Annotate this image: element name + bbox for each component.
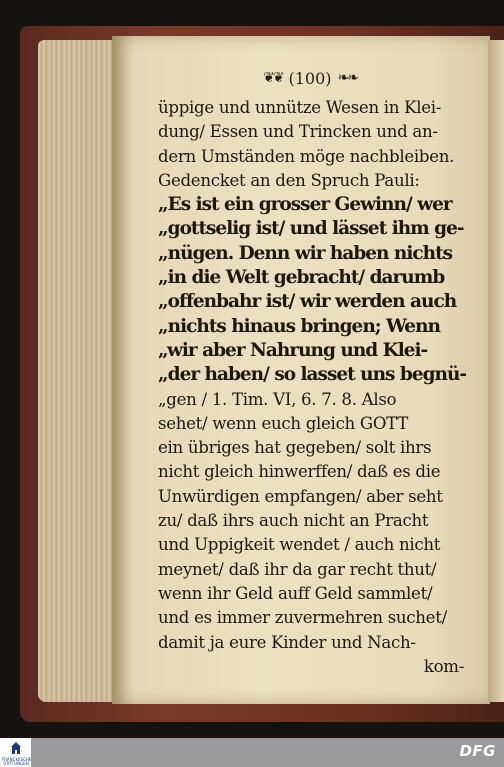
page-text bbox=[158, 96, 467, 679]
page-number: (100) bbox=[288, 68, 332, 88]
text-line: meynet/ daß ihr da gar recht thut/ bbox=[158, 559, 437, 579]
text-line: „gen / 1. Tim. VI, 6. 7. 8. Also bbox=[158, 389, 397, 409]
dfg-logo[interactable]: DFG bbox=[459, 742, 496, 760]
ornament-left-icon: ❦❦ bbox=[263, 70, 283, 86]
text-line: „der haben/ so lasset uns begnü- bbox=[158, 364, 467, 386]
text-line: Unwürdigen empfangen/ aber seht bbox=[158, 486, 443, 506]
text-line: „nügen. Denn wir haben nichts bbox=[158, 242, 453, 264]
text-line: „nichts hinaus bringen; Wenn bbox=[158, 315, 440, 337]
viewer-footer bbox=[0, 738, 504, 767]
text-line: „wir aber Nahrung und Klei- bbox=[158, 339, 428, 361]
logo-caption: FRANCKESCHE STIFTUNGEN bbox=[2, 757, 32, 766]
text-line: „in die Welt gebracht/ darumb bbox=[158, 267, 445, 289]
text-line: dern Umständen möge nachbleiben. bbox=[158, 146, 455, 166]
catchword: kom- bbox=[423, 656, 464, 676]
page-edges bbox=[38, 40, 118, 702]
text-line: nicht gleich hinwerffen/ daß es die bbox=[158, 462, 441, 482]
text-line: „offenbahr ist/ wir werden auch bbox=[158, 291, 457, 313]
text-line: und Uppigkeit wendet / auch nicht bbox=[158, 535, 441, 555]
text-line: damit ja eure Kinder und Nach- bbox=[158, 632, 416, 652]
text-line: dung/ Essen und Trincken und an- bbox=[158, 122, 438, 142]
text-line: und es immer zuvermehren suchet/ bbox=[158, 608, 447, 628]
facing-page-edge bbox=[488, 40, 504, 702]
text-line: wenn ihr Geld auff Geld sammlet/ bbox=[158, 583, 433, 603]
page-header bbox=[240, 66, 380, 90]
orphanage-logo-icon bbox=[10, 742, 22, 756]
text-line: üppige und unnütze Wesen in Klei- bbox=[158, 98, 442, 117]
text-line: sehet/ wenn euch gleich GOTT bbox=[158, 413, 409, 433]
ornament-right-icon: ❧❧ bbox=[337, 70, 357, 86]
text-line: ein übriges hat gegeben/ solt ihrs bbox=[158, 438, 432, 458]
text-line: zu/ daß ihrs auch nicht an Pracht bbox=[158, 511, 429, 531]
text-line: „Es ist ein grosser Gewinn/ wer bbox=[158, 194, 452, 216]
text-line: „gottselig ist/ und lässet ihm ge- bbox=[158, 218, 464, 240]
text-line: Gedencket an den Spruch Pauli: bbox=[158, 170, 420, 190]
